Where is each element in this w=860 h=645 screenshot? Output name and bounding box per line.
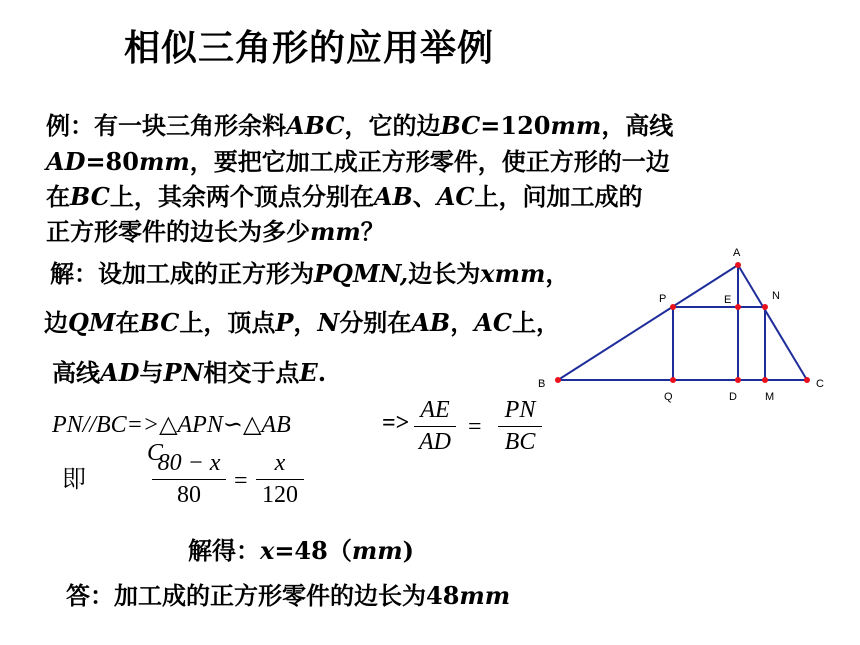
text: .	[317, 358, 327, 387]
fraction-numerator: 80 − x	[157, 450, 221, 476]
text: 、	[412, 182, 437, 211]
ji-label: 即	[62, 467, 86, 493]
text: )	[402, 536, 414, 565]
text: ，要把它加工成正方形零件，使正方形的一边	[189, 147, 670, 176]
point-b	[555, 377, 561, 383]
implies-arrow: =>	[382, 410, 410, 436]
text: ，高线	[601, 111, 674, 140]
unit-mm: mm	[138, 147, 190, 176]
point-m	[762, 377, 768, 383]
text: 答：加工成的正方形零件的边长为48	[66, 581, 460, 610]
fraction-denominator: AD	[419, 429, 451, 455]
text: =120	[480, 111, 551, 140]
var-ab: AB	[411, 308, 451, 337]
text: ，	[450, 308, 475, 337]
var-qm: QM	[68, 308, 116, 337]
label-a: A	[733, 247, 741, 259]
label-b: B	[538, 378, 546, 390]
var-e: E	[299, 358, 318, 387]
fraction-denominator: BC	[504, 429, 536, 455]
var-bc: BC	[70, 182, 110, 211]
text: 在	[46, 182, 70, 211]
point-a	[735, 262, 741, 268]
label-q: Q	[664, 391, 673, 403]
text: 与	[139, 358, 164, 387]
text: 解：设加工成的正方形为	[50, 259, 314, 288]
var-pqmn: PQMN,	[314, 259, 409, 288]
text: ，	[545, 259, 570, 288]
unit-mm: mm	[351, 536, 403, 565]
text: 例：有一块三角形余料	[46, 111, 286, 140]
text: 正方形零件的边长为多少	[46, 217, 310, 246]
var-pn: PN	[163, 358, 204, 387]
text: 边长为	[408, 259, 481, 288]
equals-sign: =	[468, 414, 482, 440]
similarity-statement: PN//BC=>△APN∽△AB	[52, 412, 291, 438]
side-ac	[738, 265, 807, 380]
text: ？	[360, 217, 385, 246]
point-d	[735, 377, 741, 383]
var-n: N	[317, 308, 340, 337]
text: ，它的边	[344, 111, 441, 140]
var-p: P	[275, 308, 294, 337]
var-bc: BC	[440, 111, 481, 140]
text: =80	[85, 147, 139, 176]
text: 上，其余两个顶点分别在	[109, 182, 374, 211]
text: ，	[293, 308, 318, 337]
var-ac: AC	[474, 308, 512, 337]
var-bc: BC	[139, 308, 180, 337]
fraction-numerator: PN	[504, 397, 536, 423]
text: 相交于点	[203, 358, 300, 387]
text: 上，	[511, 308, 560, 337]
text: 高线	[52, 358, 100, 387]
text: 在	[115, 308, 140, 337]
var-ab: AB	[373, 182, 413, 211]
text: 上，顶点	[179, 308, 276, 337]
var-ad: AD	[100, 358, 140, 387]
var-ad: AD	[46, 147, 86, 176]
unit-mm: mm	[550, 111, 602, 140]
var-ac: AC	[436, 182, 475, 211]
label-e: E	[724, 294, 732, 306]
text: =48（	[274, 536, 352, 565]
fraction-denominator: 120	[262, 482, 298, 508]
label-m: M	[765, 391, 775, 403]
side-ab	[558, 265, 738, 380]
fraction-denominator: 80	[177, 482, 201, 508]
unit-mm: mm	[310, 217, 361, 246]
fraction-numerator: x	[274, 450, 286, 476]
point-p	[670, 304, 676, 310]
page-title: 相似三角形的应用举例	[124, 28, 495, 69]
unit-mm: mm	[459, 581, 511, 610]
point-n	[762, 304, 768, 310]
point-q	[670, 377, 676, 383]
equals-sign: =	[234, 468, 248, 494]
label-n: N	[772, 290, 780, 302]
similarity-statement-tail: C	[147, 440, 164, 466]
point-e	[735, 304, 741, 310]
var-x: x	[260, 536, 275, 565]
text: 解得：	[188, 536, 260, 565]
point-c	[804, 377, 810, 383]
var-abc: ABC	[286, 111, 345, 140]
text: 边	[44, 308, 68, 337]
text: 分别在	[339, 308, 412, 337]
fraction-numerator: AE	[420, 397, 450, 423]
label-p: P	[659, 293, 667, 305]
label-d: D	[729, 391, 737, 403]
var-x: xmm	[480, 259, 546, 288]
text: 上，问加工成的	[474, 182, 643, 211]
label-c: C	[816, 378, 824, 390]
